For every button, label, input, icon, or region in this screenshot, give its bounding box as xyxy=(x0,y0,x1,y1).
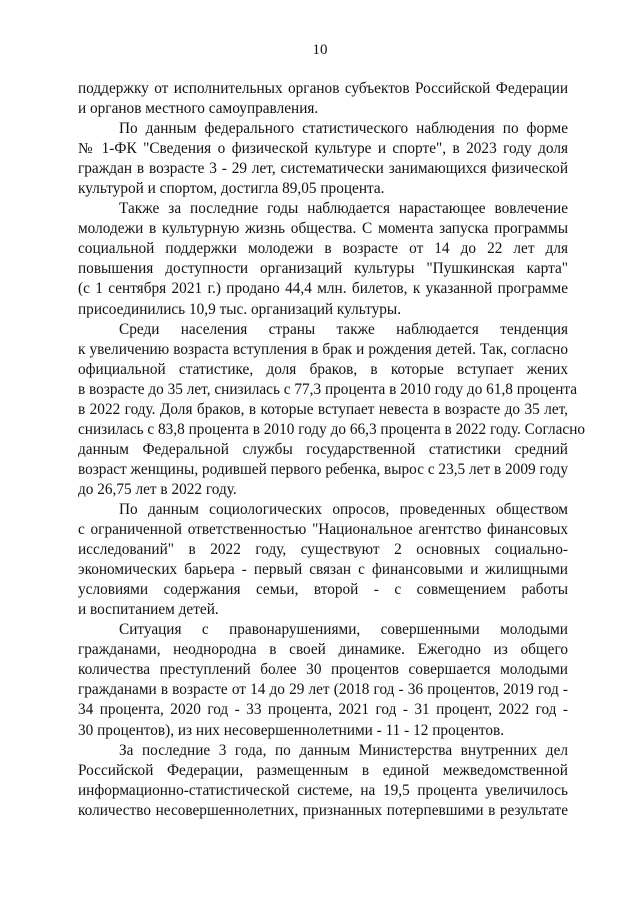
text-line: (с 1 сентября 2021 г.) продано 44,4 млн. билетов, к указанной программе xyxy=(78,280,568,298)
paragraph xyxy=(78,199,568,319)
text-line: в 2022 году. Доля браков, в которые вступает невеста в возрасте до 35 лет, xyxy=(78,400,568,418)
text-line: Среди населения страны также наблюдается тенденция xyxy=(119,320,568,338)
text-line: информационно-статистической системе, на 19,5 процента увеличилось xyxy=(78,781,568,799)
text-line: № 1-ФК "Сведения о физической культуре и спорте", в 2023 году доля xyxy=(78,140,568,158)
text-line: присоединились 10,9 тыс. организаций культуры. xyxy=(78,300,402,318)
text-line: экономических барьера - первый связан с финансовыми и жилищными xyxy=(78,561,568,579)
text-line: с ограниченной ответственностью "Национальное агентство финансовых xyxy=(78,521,568,539)
paragraph xyxy=(78,500,568,620)
document-body xyxy=(78,79,586,821)
text-line: до 26,75 лет в 2022 году. xyxy=(78,480,237,498)
text-line: повышения доступности организаций культуры "Пушкинская карта" xyxy=(78,260,568,278)
paragraph xyxy=(78,741,568,821)
text-line: поддержку от исполнительных органов субъектов Российской Федерации xyxy=(78,80,568,97)
text-line: гражданами в возрасте от 14 до 29 лет (2018 год - 36 процентов, 2019 год - xyxy=(78,681,568,699)
text-line: и органов местного самоуправления. xyxy=(78,100,319,118)
text-line: За последние 3 года, по данным Министерства внутренних дел xyxy=(119,741,568,759)
paragraph xyxy=(78,320,586,500)
text-line: возраст женщины, родившей первого ребенка, вырос с 23,5 лет в 2009 году xyxy=(78,460,568,478)
text-line: снизилась с 83,8 процента в 2010 году до 66,3 процента в 2022 году. Согласно xyxy=(78,420,586,438)
text-line: 34 процента, 2020 год - 33 процента, 2021 год - 31 процент, 2022 год - xyxy=(78,701,568,719)
text-line: По данным социологических опросов, проведенных обществом xyxy=(119,500,568,518)
page-number: 10 xyxy=(312,42,328,58)
text-line: По данным федерального статистического наблюдения по форме xyxy=(119,120,568,138)
text-line: Ситуация с правонарушениями, совершенными молодыми xyxy=(119,621,568,639)
text-line: количество несовершеннолетних, признанных потерпевшими в результате xyxy=(78,801,568,819)
text-line: гражданами, неоднородна в своей динамике. Ежегодно из общего xyxy=(78,641,568,659)
text-line: социальной поддержки молодежи в возрасте от 14 до 22 лет для xyxy=(78,240,568,258)
text-line: условиями содержания семьи, второй - с совмещением работы xyxy=(78,581,568,599)
text-line: данным Федеральной службы государственной статистики средний xyxy=(78,440,568,458)
paragraph xyxy=(78,79,568,119)
text-line: 30 процентов), из них несовершеннолетними - 11 - 12 процентов. xyxy=(78,721,505,739)
text-line: исследований" в 2022 году, существуют 2 основных социально- xyxy=(78,541,568,559)
paragraph xyxy=(78,119,568,199)
text-line: граждан в возрасте 3 - 29 лет, систематически занимающихся физической xyxy=(78,160,568,178)
text-line: официальной статистике, доля браков, в которые вступает жених xyxy=(78,360,568,378)
text-line: и воспитанием детей. xyxy=(78,601,219,619)
text-line: культурой и спортом, достигла 89,05 процента. xyxy=(78,180,385,198)
text-line: в возрасте до 35 лет, снизилась с 77,3 процента в 2010 году до 61,8 процента xyxy=(78,380,578,398)
text-line: количества преступлений более 30 процентов совершается молодыми xyxy=(78,661,568,679)
text-line: молодежи в культурную жизнь общества. С момента запуска программы xyxy=(78,220,568,238)
paragraph xyxy=(78,620,568,740)
text-line: Также за последние годы наблюдается нарастающее вовлечение xyxy=(119,200,568,218)
text-line: к увеличению возраста вступления в брак и рождения детей. Так, согласно xyxy=(78,340,568,358)
text-line: Российской Федерации, размещенным в единой межведомственной xyxy=(78,761,568,779)
